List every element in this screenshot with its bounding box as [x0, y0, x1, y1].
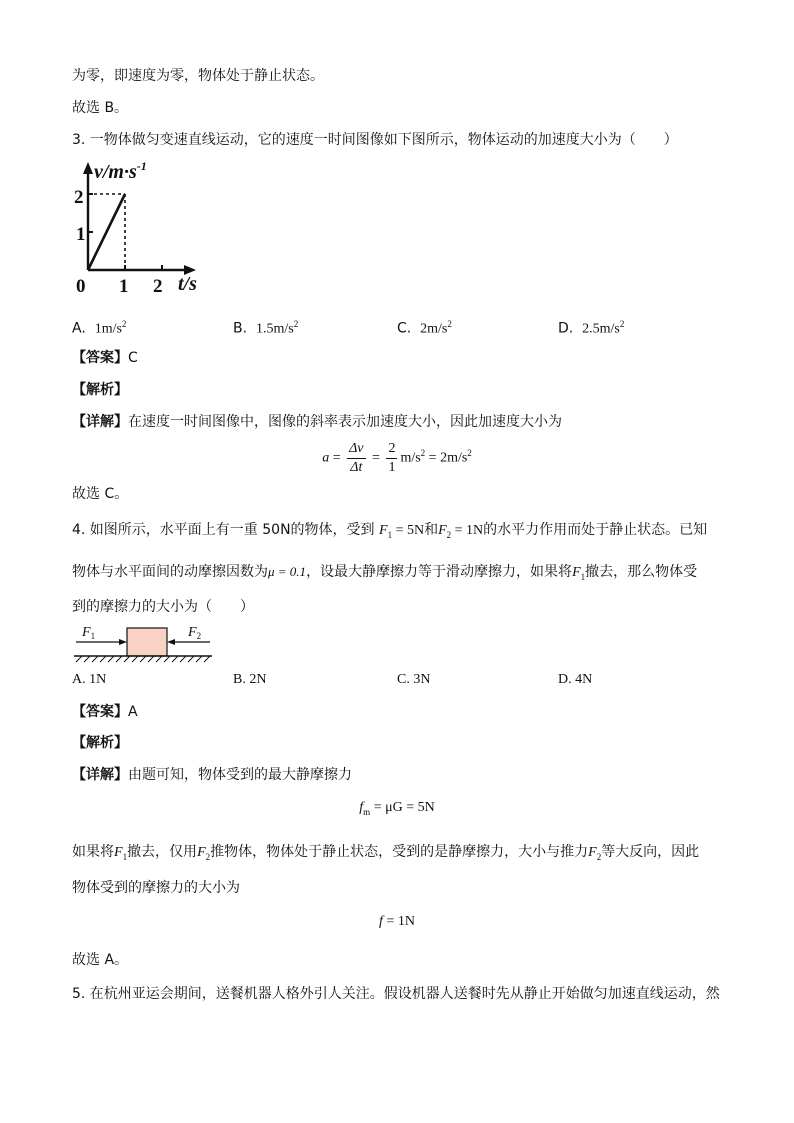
x-axis-label: t/s	[178, 273, 197, 295]
q4-choose: 故选 A。	[72, 952, 129, 968]
text-line: 为零，即速度为零，物体处于静止状态。	[72, 68, 324, 84]
y-tick-label-1: 1	[76, 224, 86, 245]
option-value: 2m/s	[420, 321, 448, 337]
block	[127, 628, 167, 656]
detail-tag: 【详解】	[72, 414, 128, 430]
x-tick-label-0: 0	[76, 276, 86, 296]
option-label: C.	[397, 320, 412, 337]
formula-eq: =	[372, 450, 380, 466]
detail-tag: 【详解】	[72, 767, 128, 783]
q4-formula-max-static: $f_m = \mu G = 5N$	[359, 800, 435, 817]
q4-analysis-tag: 【解析】	[72, 735, 128, 751]
option-label: D.	[558, 320, 574, 337]
option-exponent: 2	[121, 319, 127, 329]
q3-option-b	[233, 314, 298, 340]
q4-option-c: C. 3N	[397, 672, 431, 687]
option-value: 1m/s	[94, 321, 122, 337]
choose-line: 故选 B。	[72, 100, 129, 116]
formula-unit: m/s	[400, 450, 421, 466]
formula-lhs: a	[322, 450, 330, 466]
answer-tag: 【答案】	[72, 350, 128, 366]
q3-option-d	[558, 314, 624, 340]
q4-explanation-line-1: 如果将$F_1$撤去，仅用$F_2$推物体，物体处于静止状态，受到的是静摩擦力，大小与推力$F_2$等大反向，因此	[72, 844, 700, 862]
q3-detail	[72, 412, 562, 432]
q4-explanation-line-2: 物体受到的摩擦力的大小为	[72, 880, 240, 896]
y-tick-label-2: 2	[74, 187, 84, 208]
q4-answer	[72, 702, 138, 722]
f1-arrowhead	[119, 639, 127, 645]
question-4-line-2: 物体与水平面间的动摩擦因数为μ = 0.1，设最大静摩擦力等于滑动摩擦力，如果将$F_1$撤去，那么物体受	[72, 564, 698, 582]
option-value: 1.5m/s	[255, 321, 294, 337]
answer-value: C	[128, 350, 138, 366]
q3-option-c	[397, 314, 452, 340]
answer-tag: 【答案】	[72, 704, 128, 720]
y-axis-label: $v/m\cdot s^{-1}$	[94, 159, 147, 183]
f2-label: $F_2$	[188, 625, 202, 641]
option-exponent: 2	[619, 319, 625, 329]
formula-eq: =	[332, 450, 341, 466]
option-value: 2.5m/s	[582, 321, 620, 337]
question-4-line-1: 4. 如图所示，水平面上有一重 50N的物体，受到 $F_1 = 5N$和$F_2 = 1N$的水平力作用而处于静止状态。已知	[72, 522, 708, 540]
option-exponent: 2	[293, 319, 299, 329]
detail-text: 由题可知，物体受到的最大静摩擦力	[128, 767, 352, 783]
f1-label: $F_1$	[82, 625, 96, 641]
option-exponent: 2	[447, 319, 452, 329]
velocity-line	[88, 194, 125, 270]
q4-detail	[72, 765, 352, 785]
x-tick-label-1: 1	[119, 276, 129, 296]
option-label: B.	[233, 320, 248, 337]
velocity-time-graph	[72, 156, 212, 296]
q4-formula-friction: f = 1N	[379, 914, 415, 929]
q4-option-b: B. 2N	[233, 672, 267, 687]
q3-choose: 故选 C。	[72, 486, 129, 502]
question-3-text: 3. 一物体做匀变速直线运动，它的速度一时间图像如下图所示，物体运动的加速度大小为（ ）	[72, 132, 678, 148]
q4-option-a: A. 1N	[72, 672, 107, 687]
y-axis-arrow	[83, 162, 93, 174]
force-diagram	[72, 620, 214, 664]
formula-fraction-delta: $\frac{\Delta v}{\Delta t}$	[349, 441, 364, 475]
q3-option-a	[72, 314, 126, 340]
option-label: A.	[72, 320, 86, 337]
formula-fraction-values: $\frac{2}{1}$	[388, 441, 396, 475]
question-4-line-3: 到的摩擦力的大小为（ ）	[72, 599, 254, 615]
detail-text: 在速度一时间图像中，图像的斜率表示加速度大小，因此加速度大小为	[128, 414, 562, 430]
f2-arrowhead	[167, 639, 175, 645]
ground-hatching	[76, 656, 210, 662]
q3-formula: a = $\frac{\Delta v}{\Delta t}$ = $\frac{2}{1}$ $m/s^2 = 2m/s^2$	[322, 441, 472, 475]
q4-option-d: D. 4N	[558, 672, 593, 687]
q3-answer	[72, 348, 138, 368]
answer-value: A	[128, 704, 138, 720]
x-tick-label-2: 2	[153, 276, 163, 296]
q3-analysis-tag: 【解析】	[72, 382, 128, 398]
question-5-text: 5. 在杭州亚运会期间，送餐机器人格外引人关注。假设机器人送餐时先从静止开始做匀加速直线运动，然	[72, 986, 720, 1002]
formula-result: = 2m/s	[428, 450, 468, 466]
